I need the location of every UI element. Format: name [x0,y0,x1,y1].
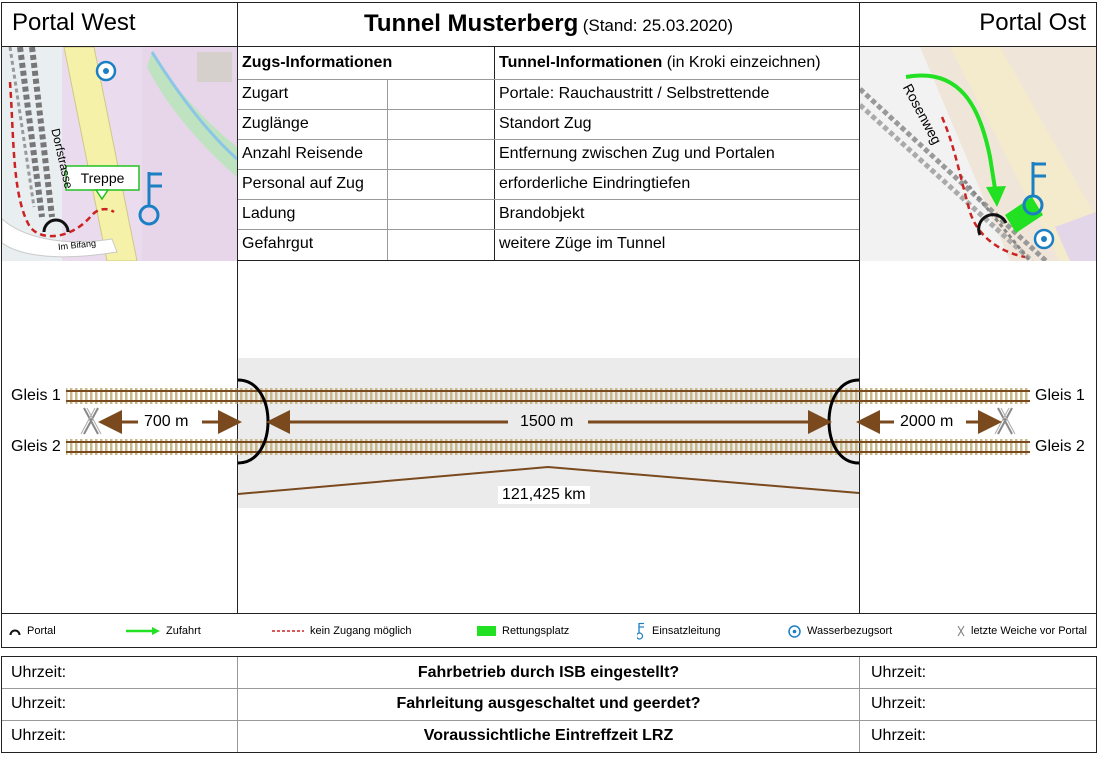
legend-wasserbezugsort [788,622,892,640]
checklist-time-left: Uhrzeit: [11,664,67,681]
legend-portal-label: Portal [27,625,56,637]
tunnel-row-label: Portale: Rauchaustritt / Selbstrettende [499,85,770,102]
checklist-row-line [2,720,1096,721]
tunnel-info-heading-note: (in Kroki einzeichnen) [666,54,821,71]
portal-icon [9,626,21,636]
checklist-question: Fahrbetrieb durch ISB eingestellt? [417,664,680,681]
info-table-bottom-line [237,260,859,261]
switch-west-icon [81,408,101,434]
legend-kein-zugang-label: kein Zugang möglich [310,625,412,637]
tunnel-info-heading-text: Tunnel-Informationen [499,54,663,71]
legend-weiche-label: letzte Weiche vor Portal [971,625,1087,637]
distance-label-west: 700 m [144,413,189,430]
checklist-time-right: Uhrzeit: [871,727,927,744]
checklist-row-line [2,688,1096,689]
checklist-time-right: Uhrzeit: [871,695,927,712]
km-label: 121,425 km [498,486,590,504]
checklist-divider-right [859,657,860,752]
track-2-label-west: Gleis 2 [11,438,61,455]
legend-rettungsplatz [477,622,569,640]
portal-west-title: Portal West [12,9,136,36]
legend-rettungsplatz-label: Rettungsplatz [502,625,570,637]
tunnel-info-heading [499,48,821,78]
map-ost [860,47,1096,261]
legend-portal [9,622,56,640]
track-2 [66,439,1030,455]
zugs-row-label: Zuglänge [242,115,309,132]
checklist-time-left: Uhrzeit: [11,727,67,744]
distance-label-tunnel: 1500 m [520,413,574,430]
legend-wasserbezugsort-label: Wasserbezugsort [807,625,893,637]
track-1-label-west: Gleis 1 [11,387,61,404]
track-1-label-ost: Gleis 1 [1035,387,1085,404]
callout-treppe: Treppe [80,170,125,186]
map-west [2,47,237,261]
divider-left [237,3,238,613]
checklist-time-right: Uhrzeit: [871,664,927,681]
stand-text: (Stand: 25.03.2020) [582,16,733,35]
track-2-label-ost: Gleis 2 [1035,438,1085,455]
legend-einsatzleitung-label: Einsatzleitung [652,625,721,637]
command-post-icon [637,622,646,640]
switch-ost-icon [995,408,1015,434]
legend-weiche [957,622,1087,640]
tunnel-row-label: weitere Züge im Tunnel [499,235,666,252]
tunnel-row-label: Brandobjekt [499,205,585,222]
zugs-info-heading: Zugs-Informationen [242,54,393,71]
page-title [238,10,859,38]
legend-einsatzleitung [637,622,721,640]
map-west-graphic [2,47,237,261]
zugs-row-label: Zugart [242,85,289,102]
portal-ost-title: Portal Ost [979,9,1086,36]
legend-zufahrt-label: Zufahrt [166,625,201,637]
tunnel-row-label: erforderliche Eindringtiefen [499,175,691,192]
zugs-row-label: Gefahrgut [242,235,314,252]
legend-kein-zugang [272,622,412,640]
checklist-question: Voraussichtliche Eintreffzeit LRZ [423,727,674,744]
switch-icon [957,625,965,637]
street-label-dorfstrasse: Dorfstrasse [48,127,76,190]
dashed-line-icon [272,626,304,636]
track-1 [66,388,1030,404]
arrow-right-icon [126,626,160,636]
rescue-area-icon [477,626,496,636]
legend-top-line [1,613,1097,614]
legend-zufahrt [126,622,201,640]
tunnel-row-label: Entfernung zwischen Zug und Portalen [499,145,775,162]
water-source-icon [788,625,801,638]
zugs-row-label: Ladung [242,205,296,222]
zugs-row-label: Personal auf Zug [242,175,364,192]
street-label-rosenweg: Rosenweg [899,81,946,147]
distance-label-ost: 2000 m [900,413,954,430]
checklist-time-left: Uhrzeit: [11,695,67,712]
title-text: Tunnel Musterberg [364,10,579,37]
map-ost-graphic [860,47,1096,261]
checklist-question: Fahrleitung ausgeschaltet und geerdet? [396,695,701,712]
zugs-row-label: Anzahl Reisende [242,145,363,162]
tunnel-row-label: Standort Zug [499,115,592,132]
street-label-im-bifang: Im Bifang [57,238,97,252]
